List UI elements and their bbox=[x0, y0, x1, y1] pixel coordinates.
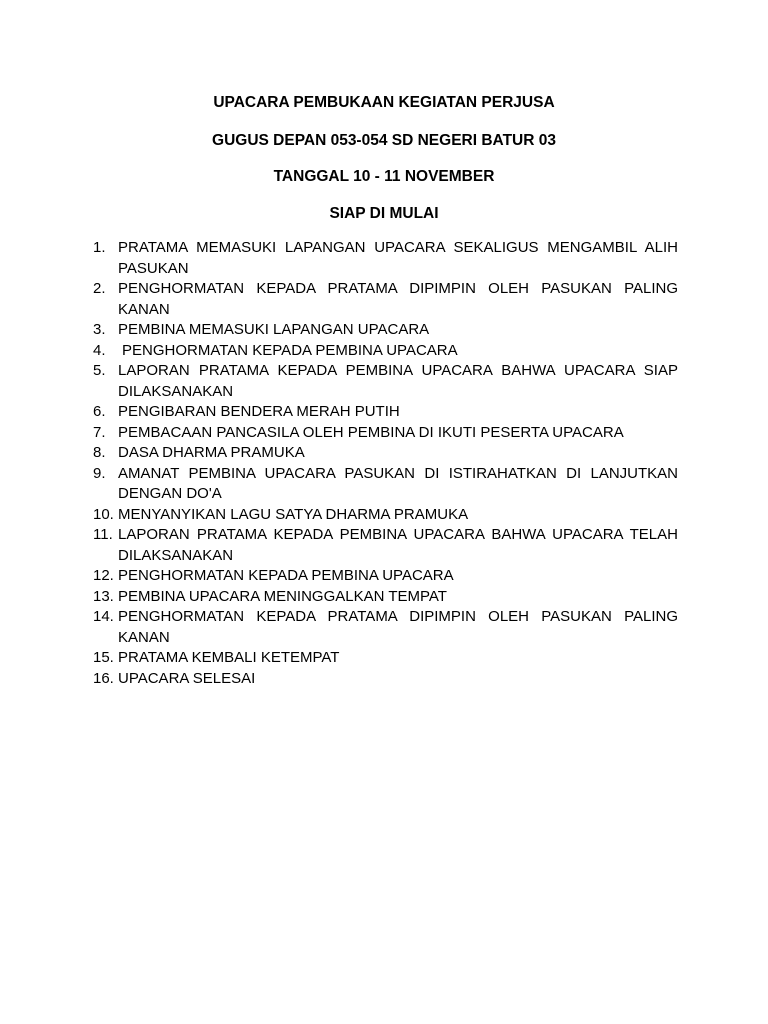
list-item-text: PEMBINA MEMASUKI LAPANGAN UPACARA bbox=[118, 321, 430, 338]
list-item bbox=[93, 648, 678, 669]
list-item-text: PEMBACAAN PANCASILA OLEH PEMBINA DI IKUTI PESERTA UPACARA bbox=[118, 423, 624, 441]
list-item-number: 3. bbox=[93, 321, 106, 338]
list-item-number: 14. bbox=[93, 608, 114, 625]
list-item-text: LAPORAN PRATAMA KEPADA PEMBINA UPACARA BAHWA UPACARA TELAH DILAKSANAKAN bbox=[118, 526, 678, 564]
list-item-number: 5. bbox=[93, 362, 106, 379]
list-item bbox=[93, 320, 678, 341]
list-item-text: UPACARA SELESAI bbox=[118, 669, 256, 687]
list-item bbox=[93, 443, 678, 464]
list-item-text: PENGHORMATAN KEPADA PRATAMA DIPIMPIN OLEH PASUKAN PALING KANAN bbox=[118, 280, 678, 318]
list-item-number: 7. bbox=[93, 423, 106, 441]
list-item-text: PRATAMA MEMASUKI LAPANGAN UPACARA SEKALIGUS MENGAMBIL ALIH PASUKAN bbox=[118, 239, 678, 277]
list-item-text: DASA DHARMA PRAMUKA bbox=[118, 444, 305, 461]
list-item bbox=[93, 341, 678, 362]
list-item-number: 15. bbox=[93, 649, 114, 666]
list-item-number: 8. bbox=[93, 444, 106, 461]
list-item-text: MENYANYIKAN LAGU SATYA DHARMA PRAMUKA bbox=[118, 505, 469, 523]
list-item-number: 11. bbox=[93, 526, 113, 543]
document-title: UPACARA PEMBUKAAN KEGIATAN PERJUSA bbox=[213, 94, 555, 111]
list-item-text: LAPORAN PRATAMA KEPADA PEMBINA UPACARA BAHWA UPACARA SIAP DILAKSANAKAN bbox=[118, 362, 678, 400]
list-item bbox=[93, 566, 678, 587]
list-item bbox=[93, 607, 678, 648]
list-item bbox=[93, 587, 678, 608]
list-item bbox=[93, 279, 678, 320]
list-item-number: 2. bbox=[93, 280, 106, 297]
list-item-number: 9. bbox=[93, 464, 106, 482]
list-item-number: 10. bbox=[93, 505, 114, 523]
list-item bbox=[93, 464, 678, 505]
list-item-number: 12. bbox=[93, 567, 114, 584]
document-status: SIAP DI MULAI bbox=[329, 205, 439, 222]
list-item-number: 13. bbox=[93, 587, 114, 605]
document-date: TANGGAL 10 - 11 NOVEMBER bbox=[273, 168, 495, 185]
list-item bbox=[93, 505, 678, 526]
list-item-text: PENGHORMATAN KEPADA PEMBINA UPACARA bbox=[122, 341, 458, 359]
list-item-number: 16. bbox=[93, 669, 114, 687]
list-item-text: PENGHORMATAN KEPADA PRATAMA DIPIMPIN OLEH PASUKAN PALING KANAN bbox=[118, 608, 678, 646]
list-item bbox=[93, 669, 678, 690]
list-item-number: 6. bbox=[93, 403, 106, 420]
document-subtitle: GUGUS DEPAN 053-054 SD NEGERI BATUR 03 bbox=[212, 132, 556, 149]
list-item-text: PENGHORMATAN KEPADA PEMBINA UPACARA bbox=[118, 567, 454, 584]
list-item bbox=[93, 361, 678, 402]
list-item-text: PEMBINA UPACARA MENINGGALKAN TEMPAT bbox=[118, 587, 447, 605]
list-item bbox=[93, 238, 678, 279]
list-item-text: PENGIBARAN BENDERA MERAH PUTIH bbox=[118, 403, 400, 420]
list-item-text: AMANAT PEMBINA UPACARA PASUKAN DI ISTIRAHATKAN DI LANJUTKAN DENGAN DO'A bbox=[118, 464, 678, 502]
list-item bbox=[93, 402, 678, 423]
list-item-number: 1. bbox=[93, 239, 106, 256]
list-item bbox=[93, 423, 678, 444]
list-item-number: 4. bbox=[93, 341, 106, 359]
ceremony-steps-list bbox=[93, 238, 678, 689]
list-item bbox=[93, 525, 678, 566]
list-item-text: PRATAMA KEMBALI KETEMPAT bbox=[118, 649, 340, 666]
